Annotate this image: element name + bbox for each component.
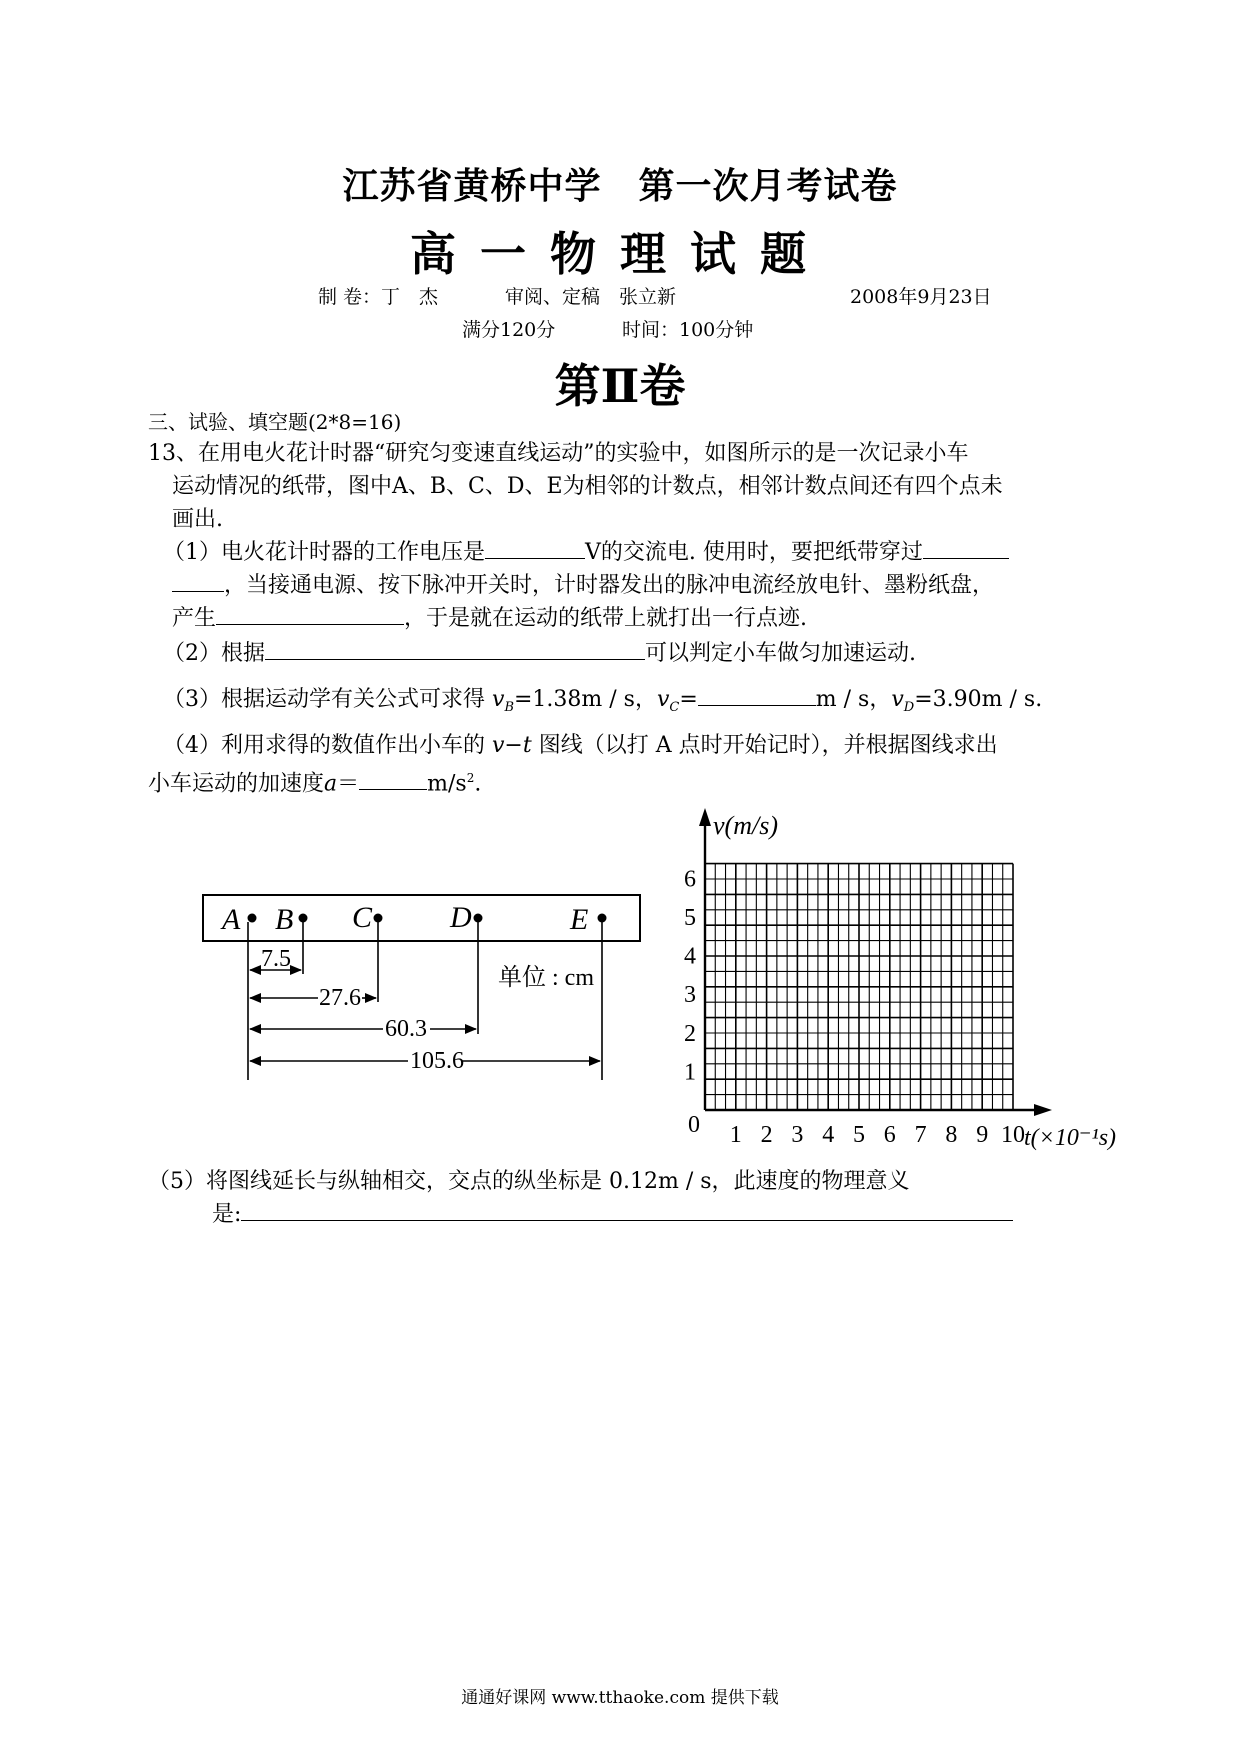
p4-text-d: ＝ [337, 771, 360, 797]
vd-symbol: v [891, 687, 904, 712]
vd-subscript: D [903, 700, 915, 715]
subject-title: 高一物理试题 [410, 227, 830, 281]
distance-ac: 27.6 [319, 985, 361, 1011]
p4-text-c: 小车运动的加速度 [148, 771, 325, 797]
author-label: 制 卷：丁 杰 [318, 286, 439, 308]
p4-unit-sup: 2 [466, 771, 475, 785]
q13-stem-line1: 13、在用电火花计时器“研究匀变速直线运动”的实验中，如图所示的是一次记录小车 [148, 441, 969, 466]
p1-text-a: （1）电火花计时器的工作电压是 [163, 540, 485, 565]
acceleration-symbol: a [324, 771, 338, 797]
vc-unit: m / s， [815, 687, 892, 712]
y-tick-label: 3 [684, 982, 696, 1009]
unit-label: 单位 : cm [498, 965, 594, 991]
y-tick-label: 1 [684, 1059, 696, 1086]
p1-text-e: ，于是就在运动的纸带上就打出一行点迹. [404, 606, 808, 631]
tape-dot-a [248, 914, 257, 923]
p4-unit: m/s [427, 771, 467, 797]
point-label-b: B [275, 903, 294, 936]
distance-ae: 105.6 [410, 1048, 464, 1074]
y-tick-label: 4 [684, 943, 696, 970]
x-tick-label: 3 [791, 1122, 804, 1148]
x-tick-label: 9 [976, 1122, 989, 1148]
vc-eq: = [679, 687, 698, 712]
q13-part5-line1: （5）将图线延长与纵轴相交，交点的纵坐标是 0.12m / s，此速度的物理意义 [148, 1169, 910, 1194]
tape-dot-d [474, 914, 483, 923]
vc-symbol: v [656, 687, 670, 712]
x-tick-label: 5 [853, 1122, 865, 1148]
point-label-a: A [222, 903, 241, 936]
vb-subscript: B [504, 700, 514, 715]
school-title: 江苏省黄桥中学 第一次月考试卷 [342, 165, 898, 207]
p3-text-a: （3）根据运动学有关公式可求得 [163, 687, 485, 712]
footer-text: 通通好课网 www.tthaoke.com 提供下载 [461, 1688, 779, 1708]
p5-text-b: 是: [212, 1202, 242, 1227]
x-axis-arrow [1034, 1104, 1052, 1116]
point-label-c: C [352, 901, 373, 934]
volume-title: 第Ⅱ卷 [554, 359, 686, 413]
x-tick-label: 8 [945, 1122, 958, 1148]
vc-subscript: C [669, 700, 680, 715]
full-score: 满分120分 [462, 319, 556, 341]
meaning-answer-blank [241, 1198, 1013, 1221]
p2-text-b: 可以判定小车做匀加速运动. [645, 641, 916, 666]
vt-label: v−t [492, 733, 532, 758]
p2-text-a: （2）根据 [163, 641, 265, 666]
x-tick-label: 7 [914, 1122, 927, 1148]
y-axis-label: v(m/s) [713, 811, 778, 840]
tape-dot-b [299, 914, 308, 923]
section-title: 三、试验、填空题(2*8=16) [148, 410, 402, 434]
vt-graph-grid [705, 864, 1013, 1110]
q13-stem-line2: 运动情况的纸带，图中A、B、C、D、E为相邻的计数点，相邻计数点间还有四个点未 [172, 474, 1003, 499]
y-tick-label: 6 [684, 866, 696, 893]
p1-text-d: 产生 [172, 606, 217, 631]
x-tick-label: 10 [1001, 1122, 1025, 1148]
point-label-d: D [450, 901, 472, 934]
exam-time: 时间：100分钟 [622, 319, 754, 341]
y-axis-arrow [699, 808, 711, 826]
tape-dot-e [598, 914, 607, 923]
x-tick-label: 4 [822, 1122, 835, 1148]
x-tick-label: 2 [760, 1122, 773, 1148]
vd-value: =3.90m / s. [914, 687, 1043, 712]
p1-text-b: V的交流电. 使用时，要把纸带穿过 [585, 540, 923, 565]
x-tick-label: 6 [883, 1122, 896, 1148]
x-tick-label: 1 [729, 1122, 742, 1148]
vb-value: =1.38m / s， [514, 687, 657, 712]
distance-ab: 7.5 [261, 946, 291, 972]
q13-part5-line2 [212, 1198, 1013, 1231]
q13-stem-line3: 画出. [172, 507, 223, 532]
p1-text-c: ，当接通电源、按下脉冲开关时，计时器发出的脉冲电流经放电针、墨粉纸盘， [224, 573, 995, 598]
distance-ad: 60.3 [385, 1016, 427, 1042]
reviewer-label: 审阅、定稿 张立新 [505, 286, 677, 308]
p4-end: . [474, 771, 482, 797]
vb-symbol: v [492, 687, 505, 712]
p4-text-a: （4）利用求得的数值作出小车的 [163, 733, 485, 758]
p4-text-b: 图线（以打 A 点时开始记时），并根据图线求出 [538, 733, 998, 758]
exam-date: 2008年9月23日 [850, 286, 992, 308]
graph-origin: 0 [688, 1112, 700, 1138]
x-axis-label: t(×10⁻¹s) [1024, 1125, 1117, 1151]
y-tick-label: 5 [684, 905, 696, 931]
y-tick-label: 2 [684, 1020, 696, 1047]
point-label-e: E [570, 903, 589, 936]
tape-dot-c [374, 914, 383, 923]
